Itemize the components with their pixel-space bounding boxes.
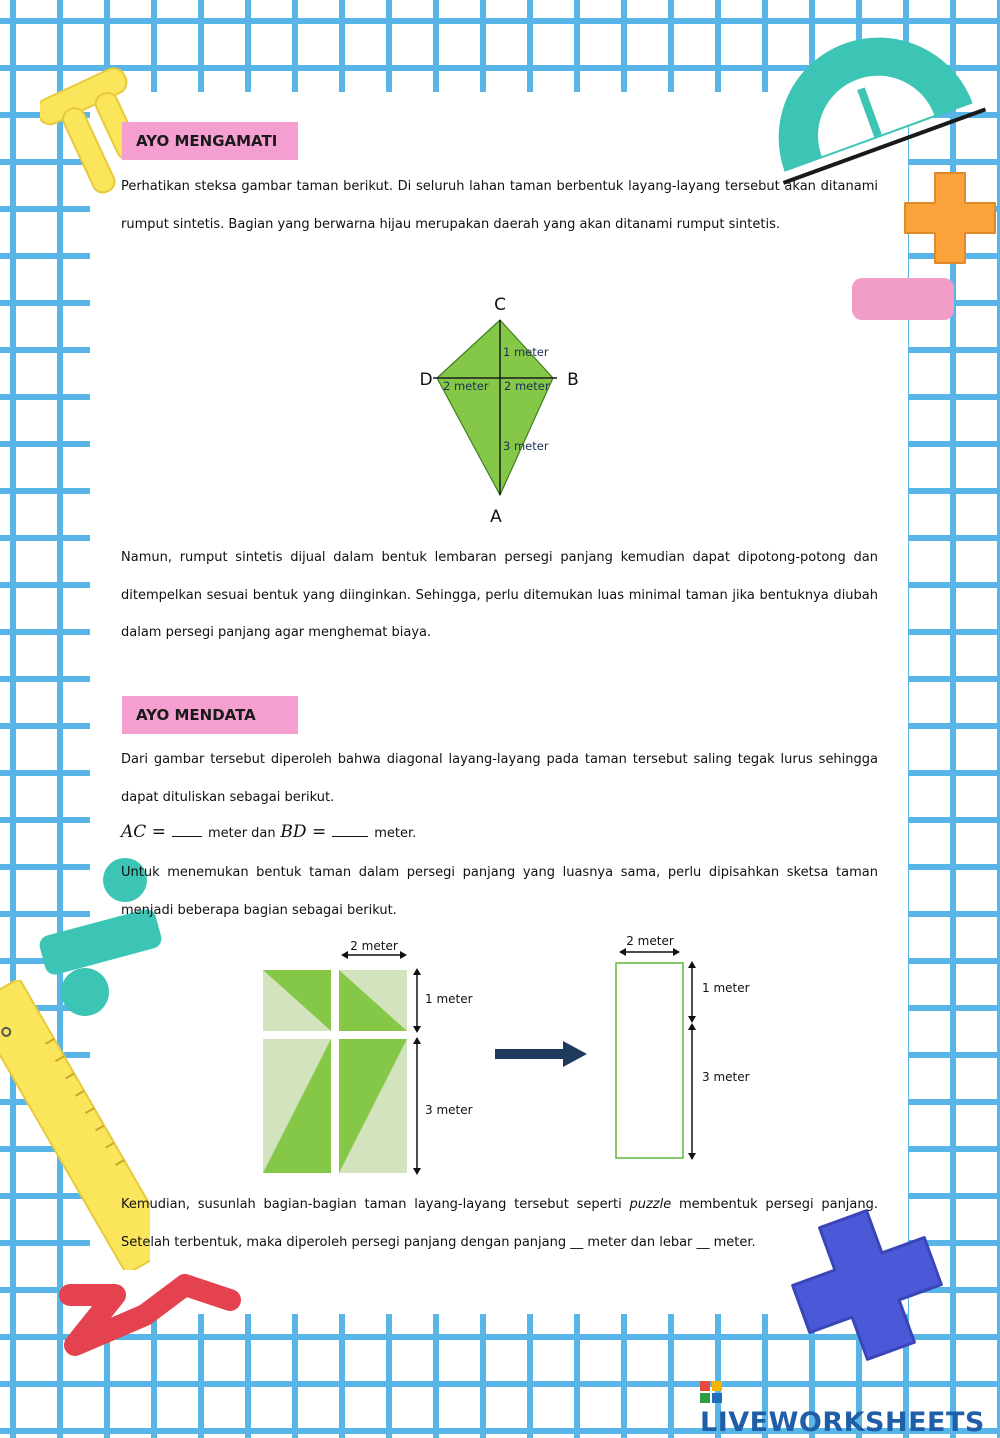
equation-bd: BD =	[280, 822, 327, 842]
right-bottom-height-label: 3 meter	[702, 1070, 750, 1084]
paragraph-diagonal: Dari gambar tersebut diperoleh bahwa diagonal layang-layang pada taman tersebut saling tegak lurus sehingga dapat dituliskan sebagai berikut.	[121, 752, 878, 805]
right-width-label: 2 meter	[626, 934, 674, 948]
vertex-label-d: D	[419, 370, 433, 390]
left-width-label: 2 meter	[350, 939, 398, 953]
vertex-label-c: C	[494, 295, 506, 315]
section-heading-mendata: AYO MENDATA	[122, 696, 298, 734]
equation-ac: AC =	[121, 822, 166, 842]
rectangle-figure	[605, 930, 770, 1165]
kite-diagram	[405, 290, 600, 525]
vertex-label-a: A	[490, 507, 502, 525]
right-top-height-label: 1 meter	[702, 981, 750, 995]
left-bottom-height-label: 3 meter	[425, 1103, 473, 1117]
blank-ac[interactable]	[172, 836, 202, 837]
zigzag-red-decoration	[55, 1255, 245, 1360]
section-heading-mengamati: AYO MENGAMATI	[122, 122, 298, 160]
logo-badge-icon	[700, 1381, 722, 1403]
measure-left-label: 2 meter	[443, 379, 489, 393]
puzzle-italic: puzzle	[629, 1197, 672, 1212]
measure-right-label: 2 meter	[504, 379, 550, 393]
paragraph-puzzle	[121, 1186, 878, 1261]
measure-top-label: 1 meter	[503, 345, 549, 359]
plus-orange-decoration	[900, 165, 1000, 270]
puzzle-text-b: membentuk persegi panjang. Setelah terbentuk, maka diperoleh persegi panjang dengan panjang __ meter dan lebar __ meter.	[121, 1197, 879, 1250]
logo-text: LIVEWORKSHEETS	[700, 1407, 985, 1438]
target-rectangle	[616, 963, 683, 1158]
paragraph-explanation: Namun, rumput sintetis dijual dalam bentuk lembaran persegi panjang kemudian dapat dipotong-potong dan ditempelkan sesuai bentuk yang diinginkan. Sehingga, perlu ditemukan luas minimal taman jika bentuknya diubah dalam persegi panjang agar menghemat biaya.	[121, 550, 878, 640]
measure-bottom-label: 3 meter	[503, 439, 549, 453]
paragraph-intro: Perhatikan steksa gambar taman berikut. Di seluruh lahan taman berbentuk layang-layang tersebut akan ditanami rumput sintetis. Bagian yang berwarna hijau merupakan daerah yang akan ditanami rumput sintetis.	[121, 179, 878, 232]
equation-unit-2: meter.	[374, 826, 417, 841]
left-top-height-label: 1 meter	[425, 992, 473, 1006]
vertex-label-b: B	[567, 370, 579, 390]
minus-pink-decoration	[852, 278, 954, 320]
liveworksheets-logo	[700, 1378, 1000, 1438]
transform-arrow	[495, 1040, 590, 1068]
equation-unit-1: meter dan	[207, 826, 276, 841]
puzzle-text-a: Kemudian, susunlah bagian-bagian taman layang-layang tersebut seperti	[121, 1197, 622, 1212]
paragraph-split: Untuk menemukan bentuk taman dalam persegi panjang yang luasnya sama, perlu dipisahkan sketsa taman menjadi beberapa bagian sebagai berikut.	[121, 865, 878, 918]
blank-bd[interactable]	[332, 836, 368, 837]
diagonal-equation	[121, 822, 416, 842]
split-kite-figure	[255, 935, 495, 1180]
